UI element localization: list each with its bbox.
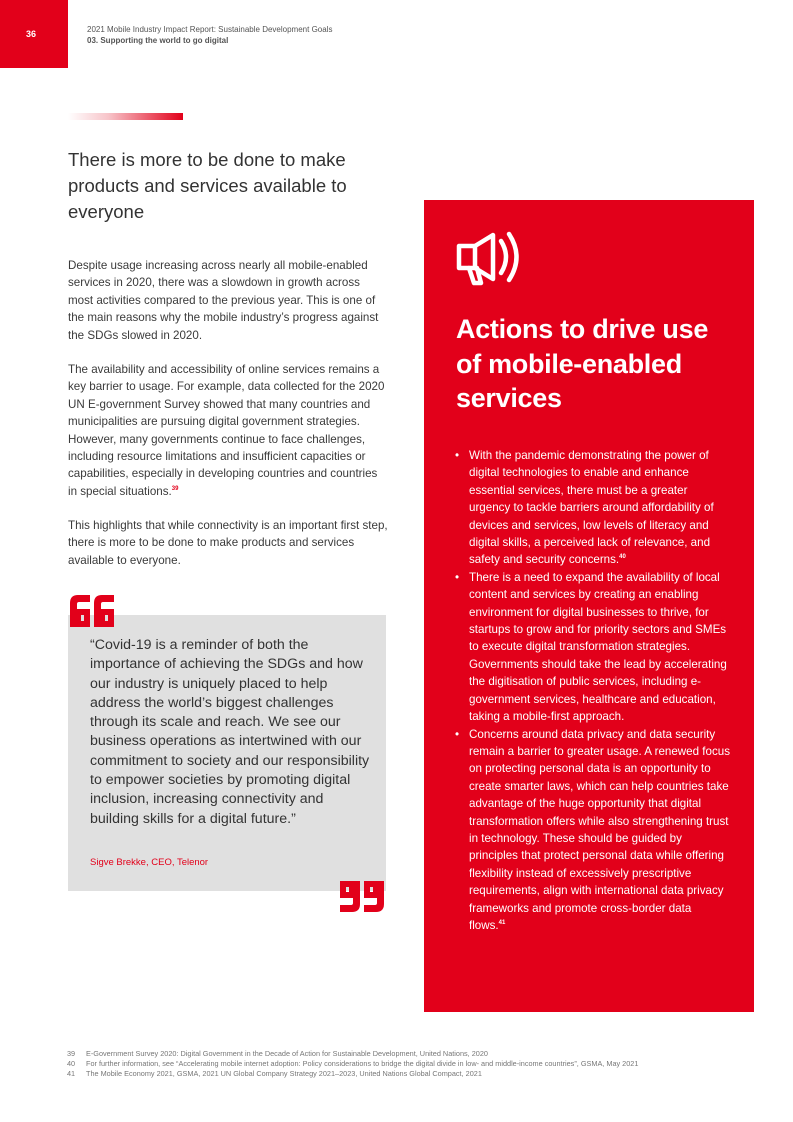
bullet-icon: • — [455, 449, 460, 462]
open-quote-icon — [67, 592, 119, 635]
body-paragraph-2-text: The availability and accessibility of online services remains a key barrier to usage. For example, data collected for the 2020 UN E-government Survey showed that many countries and municipalities are pursuing digital government strategies. However, many governments continue to face challenges, including resource limitations and insufficient capacities or capabilities, especially in developing countries and countries in special situations. — [68, 363, 385, 498]
close-quote-icon — [335, 879, 387, 920]
footnote-ref-40[interactable]: 40 — [619, 554, 626, 561]
footnote — [67, 1049, 638, 1059]
list-item-text: With the pandemic demonstrating the power of digital technologies to enable and enhance essential services, there must be a greater urgency to tackle barriers around affordability of devices and services, low levels of literacy and digital skills, a perceived lack of relevance, and safety and security concerns. — [469, 449, 714, 567]
bullet-icon: • — [455, 727, 460, 741]
page-number: 36 — [26, 29, 37, 39]
footnote — [67, 1059, 638, 1069]
footnote-number: 40 — [67, 1059, 76, 1068]
list-item — [455, 447, 730, 569]
body-paragraph-3: This highlights that while connectivity is an important first step, there is more to be done to make products and services available to everyone. — [68, 519, 388, 567]
footnote-text: E-Government Survey 2020: Digital Government in the Decade of Action for Sustainable Development, United Nations, 2020 — [86, 1049, 488, 1058]
panel-heading: Actions to drive use of mobile-enabled services — [456, 314, 709, 413]
accent-bar — [68, 113, 183, 120]
footnote-text: The Mobile Economy 2021, GSMA, 2021 UN Global Company Strategy 2021–2023, United Nations Global Compact, 2021 — [86, 1069, 482, 1078]
footnote-number: 39 — [67, 1049, 76, 1058]
page-number-box — [0, 0, 68, 68]
footnote-text: For further information, see “Accelerating mobile internet adoption: Policy considerations to bridge the digital divide in low- and middle-income countries”, GSMA, May 2021 — [86, 1059, 639, 1068]
quote-text: “Covid-19 is a reminder of both the importance of achieving the SDGs and how our industry is uniquely placed to help address the world’s biggest challenges through its scale and reach. We see our business operations as intertwined with our commitment to society and our responsibility to empower societies by promoting digital inclusion, increasing connectivity and building skills for a digital future.” — [90, 637, 370, 827]
megaphone-icon — [455, 227, 521, 292]
list-item-text: Concerns around data privacy and data security remain a barrier to greater usage. A renewed focus on protecting personal data is an opportunity to create smarter laws, which can help countries take advantage of the huge opportunity that digital transformation offers while also strengthening trust in technology. These should be guided by principles that protect personal data while offering flexibility instead of excessively prescriptive requirements, align with international data privacy frameworks and promote cross-border data flows. — [469, 727, 731, 932]
footnote — [67, 1069, 638, 1079]
list-item — [455, 569, 730, 726]
section-title: 03. Supporting the world to go digital — [87, 36, 229, 45]
body-paragraph-2 — [68, 361, 388, 500]
footnote-ref-39[interactable]: 39 — [171, 485, 179, 492]
body-paragraph-1: Despite usage increasing across nearly all mobile-enabled services in 2020, there was a slowdown in growth across most activities compared to the previous year. This is one of the main reasons why the mobile industry’s progress against the SDGs slowed in 2020. — [68, 259, 379, 342]
footnote-number: 41 — [67, 1069, 76, 1078]
list-item — [455, 726, 730, 935]
report-title: 2021 Mobile Industry Impact Report: Sustainable Development Goals — [87, 25, 333, 34]
section-heading: There is more to be done to make products and services available to everyone — [68, 149, 347, 222]
bullet-icon: • — [455, 570, 460, 584]
quote-author: Sigve Brekke, CEO, Telenor — [90, 857, 209, 868]
footnotes — [67, 1049, 638, 1079]
actions-list — [455, 447, 730, 934]
list-item-text: There is a need to expand the availability of local content and services by creating an enabling environment for digital businesses to thrive, for startups to grow and for priority sectors and SMEs to execute digital transformation strategies. Governments should take the lead by accelerating the digitisation of public services, including e-government services, healthcare and education, taking a mobile-first approach. — [469, 570, 727, 724]
footnote-ref-41[interactable]: 41 — [498, 919, 506, 926]
